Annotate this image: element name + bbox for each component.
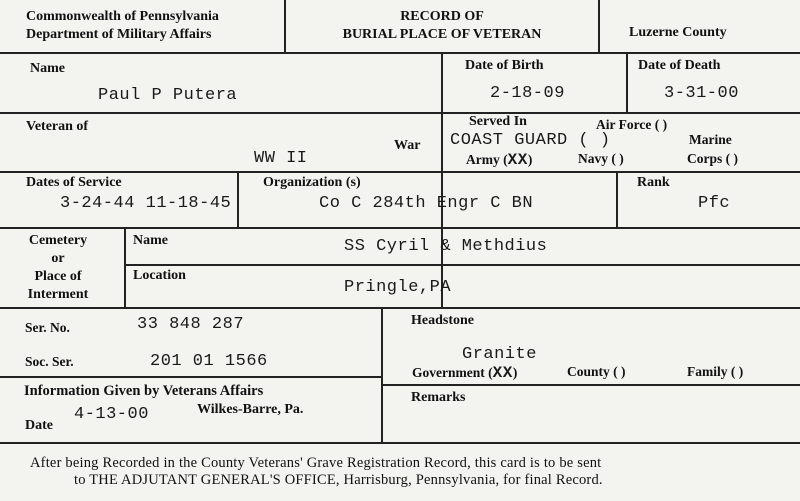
army-option xyxy=(466,151,532,170)
cemetery-name-label: Name xyxy=(133,233,168,248)
corps-option: Corps ( ) xyxy=(687,151,738,166)
dept-line-1: Commonwealth of Pennsylvania xyxy=(26,9,219,24)
dept-line-2: Department of Military Affairs xyxy=(26,27,212,42)
coast-guard-option: COAST GUARD ( ) xyxy=(450,131,611,150)
dates-of-service-value: 3-24-44 11-18-45 xyxy=(60,194,232,213)
headstone-material: Granite xyxy=(462,345,537,364)
veteran-of-label: Veteran of xyxy=(26,119,89,134)
info-date-value: 4-13-00 xyxy=(74,405,149,424)
ser-no-label: Ser. No. xyxy=(25,320,70,335)
info-given-place: Wilkes-Barre, Pa. xyxy=(197,402,304,417)
navy-option: Navy ( ) xyxy=(578,151,624,166)
organization-value: Co C 284th Engr C BN xyxy=(319,194,534,213)
ser-no-value: 33 848 287 xyxy=(137,315,245,334)
footer-line-1: After being Recorded in the County Veterans' Grave Registration Record, this card is to be sent xyxy=(30,455,602,471)
cemetery-label-4: Interment xyxy=(27,287,89,302)
headstone-label: Headstone xyxy=(411,313,474,328)
rank-label: Rank xyxy=(637,175,670,190)
rule-before-footer xyxy=(0,442,800,444)
rule-org-rank xyxy=(616,171,618,228)
rule-dob-dod xyxy=(626,53,628,113)
government-label: Government ( xyxy=(412,365,493,380)
rule-after-cemetery xyxy=(0,307,800,309)
title-line-2: BURIAL PLACE OF VETERAN xyxy=(342,27,542,42)
dod-label: Date of Death xyxy=(638,58,721,73)
county-heading: Luzerne County xyxy=(629,25,727,40)
dates-of-service-label: Dates of Service xyxy=(26,175,122,190)
rule-after-service xyxy=(0,227,800,229)
army-close: ) xyxy=(527,152,533,167)
government-close: ) xyxy=(512,365,518,380)
cemetery-label-2: or xyxy=(51,251,65,266)
cemetery-name-value: SS Cyril & Methdius xyxy=(344,237,548,256)
rule-cemetery-label xyxy=(124,228,126,308)
served-in-label: Served In xyxy=(469,114,527,129)
army-mark: XX xyxy=(507,151,528,169)
marine-label: Marine xyxy=(689,132,732,147)
dod-value: 3-31-00 xyxy=(664,84,739,103)
army-label: Army ( xyxy=(466,152,508,167)
county-option: County ( ) xyxy=(567,364,626,379)
rule-cemetery-mid xyxy=(124,264,800,266)
rank-value: Pfc xyxy=(698,194,731,213)
remarks-label: Remarks xyxy=(411,390,466,405)
name-label: Name xyxy=(30,61,65,76)
organization-label: Organization (s) xyxy=(263,175,361,190)
soc-ser-label: Soc. Ser. xyxy=(25,354,74,369)
name-value: Paul P Putera xyxy=(98,86,238,105)
rule-name-dob xyxy=(441,53,443,309)
rule-after-name xyxy=(0,112,800,114)
rule-header-right xyxy=(598,0,600,53)
war-label: War xyxy=(394,138,421,153)
cemetery-label-1: Cemetery xyxy=(28,233,88,248)
dob-value: 2-18-09 xyxy=(490,84,565,103)
footer-line-2: to THE ADJUTANT GENERAL'S OFFICE, Harrisburg, Pennsylvania, for final Record. xyxy=(74,472,603,488)
cemetery-location-label: Location xyxy=(133,268,186,283)
soc-ser-value: 201 01 1566 xyxy=(150,352,268,371)
cemetery-location-value: Pringle,PA xyxy=(344,278,452,297)
rule-top-header xyxy=(0,52,800,54)
family-option: Family ( ) xyxy=(687,364,744,379)
air-force-label: Air Force ( ) xyxy=(596,117,668,132)
title-line-1: RECORD OF xyxy=(400,9,484,24)
rule-dates-org xyxy=(237,171,239,228)
war-value: WW II xyxy=(254,149,308,168)
dob-label: Date of Birth xyxy=(465,58,544,73)
cemetery-label-3: Place of xyxy=(34,269,82,284)
government-option xyxy=(412,364,517,383)
info-given-label: Information Given by Veterans Affairs xyxy=(24,383,264,399)
rule-after-headstone xyxy=(382,384,800,386)
rule-after-numbers xyxy=(0,376,382,378)
rule-after-veteran xyxy=(0,171,800,173)
government-mark: XX xyxy=(492,364,513,382)
info-date-label: Date xyxy=(25,418,53,433)
